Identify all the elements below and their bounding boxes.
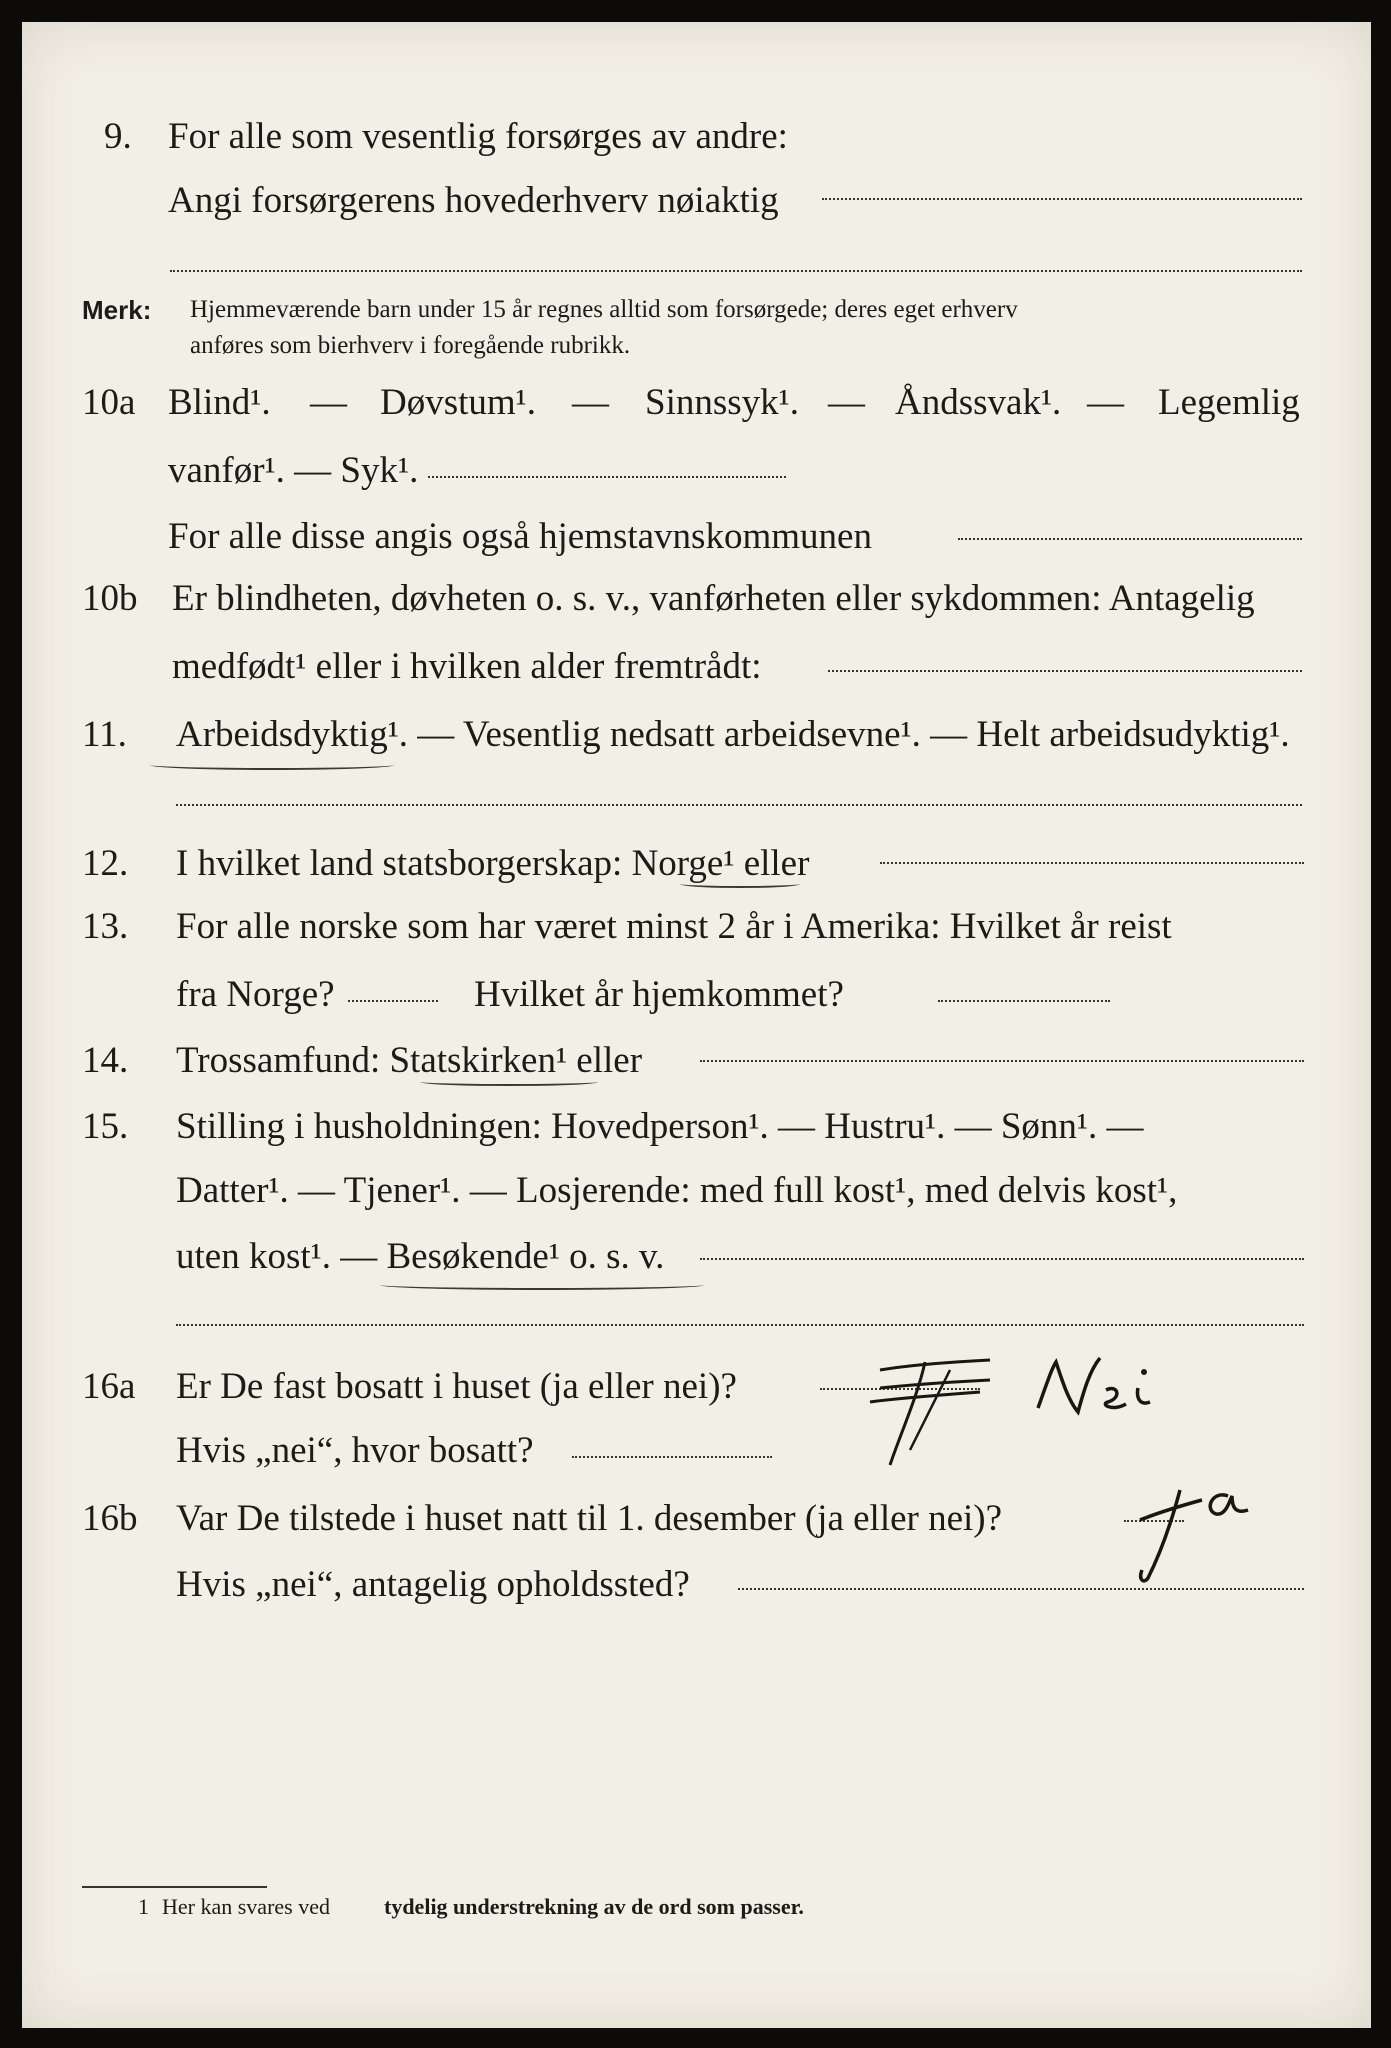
q13-question-line2b: Hvilket år hjemkommet? — [474, 974, 844, 1015]
footnote-text-a: Her kan svares ved — [162, 1894, 330, 1919]
merk-note-line1: Hjemmeværende barn under 15 år regnes alltid som forsørgede; deres eget erhverv — [190, 296, 1018, 323]
q9-question-line2: Angi forsørgerens hovederhverv nøiaktig — [168, 180, 779, 221]
merk-note-line2: anføres som bierhverv i foregående rubrikk. — [190, 332, 631, 359]
q11-answer-line[interactable] — [176, 804, 1302, 806]
q16a-handwritten-answer — [800, 1340, 1220, 1490]
q14-underline-statskirken — [420, 1078, 598, 1086]
q16a-question-line2: Hvis „nei“, hvor bosatt? — [176, 1430, 534, 1471]
q14-number: 14. — [82, 1040, 129, 1081]
q16a-where-line[interactable] — [572, 1456, 772, 1458]
q15-underline-besokende — [380, 1280, 704, 1290]
q16a-number: 16a — [82, 1366, 136, 1407]
footnote-mark: 1 — [138, 1894, 149, 1919]
q15-answer-line[interactable] — [700, 1258, 1304, 1260]
q15-number: 15. — [82, 1106, 129, 1147]
q10a-option-blind: Blind¹. — [168, 382, 271, 423]
q16b-number: 16b — [82, 1498, 138, 1539]
q11-number: 11. — [82, 714, 127, 755]
q16b-question-line2: Hvis „nei“, antagelig opholdssted? — [176, 1564, 690, 1605]
q16b-handwritten-answer — [1100, 1470, 1270, 1590]
q15-question-line3: uten kost¹. — Besøkende¹ o. s. v. — [176, 1236, 665, 1277]
q13-question-line2a: fra Norge? — [176, 974, 335, 1015]
q10b-question-line2: medfødt¹ eller i hvilken alder fremtrådt: — [172, 646, 762, 687]
q10a-option-andssvak: Åndssvak¹. — [895, 382, 1062, 423]
merk-label: Merk: — [82, 295, 152, 325]
q10a-dash-1: — — [310, 382, 347, 423]
q9-number: 9. — [104, 116, 132, 157]
q10a-question-line2: vanfør¹. — Syk¹. — [168, 450, 419, 491]
q10a-option-legemlig: Legemlig — [1158, 382, 1300, 423]
q16a-question-line1: Er De fast bosatt i huset (ja eller nei)? — [176, 1366, 737, 1407]
q9-answer-line[interactable] — [822, 198, 1302, 200]
q14-question-line1: Trossamfund: Statskirken¹ eller — [176, 1040, 643, 1081]
q12-underline-norge — [680, 880, 800, 888]
q15-question-line1: Stilling i husholdningen: Hovedperson¹. — Hustru¹. — Sønn¹. — — [176, 1106, 1144, 1147]
q15-question-line2: Datter¹. — Tjener¹. — Losjerende: med full kost¹, med delvis kost¹, — [176, 1170, 1178, 1211]
q10a-option-dovstum: Døvstum¹. — [380, 382, 537, 423]
q10b-answer-line[interactable] — [828, 670, 1302, 672]
q10b-number: 10b — [82, 578, 138, 619]
q11-underline-arbeidsdyktig — [150, 760, 394, 770]
q13-question-line1: For alle norske som har været minst 2 år i Amerika: Hvilket år reist — [176, 906, 1172, 947]
q12-question-line1: I hvilket land statsborgerskap: Norge¹ eller — [176, 843, 810, 884]
footnote-rule — [82, 1886, 267, 1888]
q13-number: 13. — [82, 906, 129, 947]
q9-answer-line-2[interactable] — [170, 270, 1302, 272]
q14-answer-line[interactable] — [700, 1060, 1304, 1062]
q9-question-line1: For alle som vesentlig forsørges av andre: — [168, 116, 788, 157]
q10a-hometown-line[interactable] — [958, 538, 1302, 540]
q10a-dash-4: — — [1087, 382, 1124, 423]
q10a-answer-line[interactable] — [428, 476, 786, 478]
q10b-question-line1: Er blindheten, døvheten o. s. v., vanførheten eller sykdommen: Antagelig — [172, 578, 1255, 619]
q10a-option-sinnssyk: Sinnssyk¹. — [645, 382, 799, 423]
q13-return-year-line[interactable] — [938, 1000, 1110, 1002]
q15-answer-line-2[interactable] — [176, 1324, 1304, 1326]
q11-question-line1: Arbeidsdyktig¹. — Vesentlig nedsatt arbeidsevne¹. — Helt arbeidsudyktig¹. — [176, 714, 1290, 755]
q10a-question-line3: For alle disse angis også hjemstavnskommunen — [168, 516, 872, 557]
q16b-question-line1: Var De tilstede i huset natt til 1. desember (ja eller nei)? — [176, 1498, 1003, 1539]
q12-number: 12. — [82, 843, 129, 884]
q12-answer-line[interactable] — [880, 862, 1304, 864]
q10a-dash-3: — — [828, 382, 865, 423]
q10a-number: 10a — [82, 382, 136, 423]
q10a-dash-2: — — [572, 382, 609, 423]
footnote-text-b: tydelig understrekning av de ord som passer. — [384, 1894, 804, 1919]
q13-departure-year-line[interactable] — [348, 1000, 438, 1002]
